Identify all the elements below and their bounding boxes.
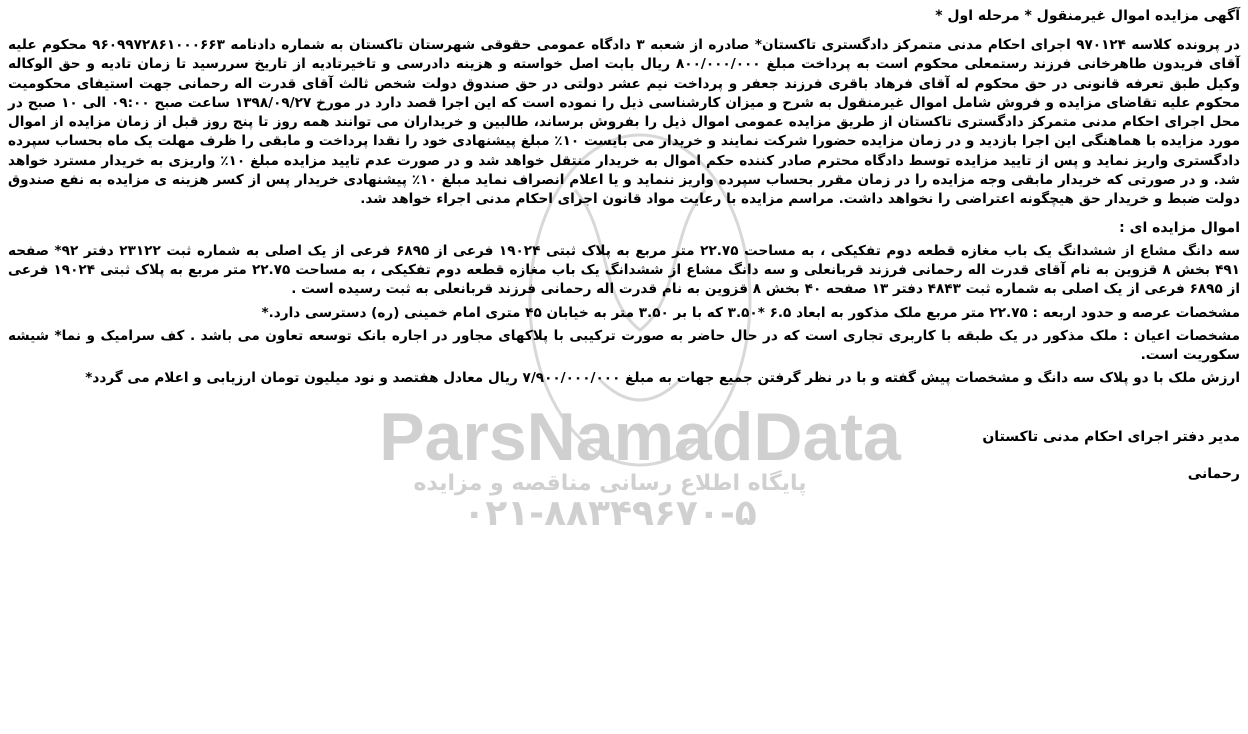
property-heading: اموال مزایده ای : — [1119, 219, 1240, 236]
land-specifications: مشخصات عرصه و حدود اربعه : ۲۲.۷۵ متر مربع ملک مذکور به ابعاد ۶.۵ *۳.۵۰ که با بر ۳.۵۰ متر به خیابان ۴۵ متری امام خمینی (ره) دسترسی دارد.* — [261, 304, 1240, 321]
property-valuation: ارزش ملک با دو پلاک سه دانگ و مشخصات پیش گفته و با در نظر گرفتن جمیع جهات به مبلغ ۷/۹۰۰/۰۰۰/۰۰۰ ریال معادل هفتصد و نود میلیون تومان ارزیابی و اعلام می گردد* — [85, 370, 1240, 387]
building-specifications: مشخصات اعیان : ملک مذکور در یک طبقه با کاربری تجاری است که در حال حاضر به صورت ترکیبی با پلاکهای مجاور در اجاره بانک توسعه تعاون می باشد . کف سرامیک و نما* شیشه سکوریت است. — [8, 327, 1240, 364]
notice-content — [8, 6, 1240, 484]
signature-title: مدیر دفتر اجرای احکام مدنی تاکستان — [982, 428, 1240, 445]
watermark-phone: ۰۲۱-۸۸۳۴۹۶۷۰-۵ — [463, 493, 757, 534]
watermark-tagline: پایگاه اطلاع رسانی مناقصه و مزایده — [413, 471, 807, 496]
signature-name: رحمانی — [1187, 465, 1240, 482]
notice-main-paragraph: در پرونده کلاسه ۹۷۰۱۲۴ اجرای احکام مدنی متمرکز دادگستری تاکستان* صادره از شعبه ۳ دادگاه عمومی حقوقی شهرستان تاکستان به شماره دادنامه ۹۶۰۹۹۷۲۸۶۱۰۰۰۶۶۳ محکوم علیه آقای فریدون طاهرخانی فرزند رستمعلی محکوم است به پرداخت مبلغ ۸۰۰/۰۰۰/۰۰۰ ریال بابت اصل خواسته و هزینه دادرسی و تاخیرتادیه از تاریخ سررسید تا زمان تادیه و حق الوکاله وکیل طبق تعرفه قانونی در حق محکوم له آقای فرهاد باقری فرزند جعفر و پرداخت نیم عشر دولتی در حق صندوق دولت شخص ثالث آقای قدرت اله رحمانی جهت استیفای محکومیت محکوم علیه تقاضای مزایده و فروش شامل اموال غیرمنقول به شرح و میزان کارشناسی ذیل را نموده است که این اجرا قصد دارد در مورخ ۱۳۹۸/۰۹/۲۷ ساعت صبح ۰۹:۰۰ الی ۱۰ صبح در محل اجرای احکام مدنی متمرکز دادگستری تاکستان از طریق مزایده عمومی اموال ذیل را بفروش برساند، طالبین و خریداران می توانند همه روز تا پنج روز قبل از زمان مزایده از اموال مورد مزایده با هماهنگی این اجرا بازدید و در زمان مزایده حضورا شرکت نمایند و خریدار می بایست ۱۰٪ مبلغ پیشنهادی خود را نقدا پرداخت و مابقی را ظرف مهلت یک ماه بحساب سپرده دادگستری واریز نماید و پس از تایید مزایده توسط دادگاه محترم صادر کننده حکم اموال به خریدار منتقل خواهد شد و در صورت عدم تایید مزایده مبلغ ۱۰٪ واریزی به خریدار مسترد خواهد شد. و در صورتی که خریدار مابقی وجه مزایده را در زمان مقرر بحساب سپرده واریز ننماید و یا اعلام انصراف نماید مبلغ ۱۰٪ پیشنهادی خریدار پس از کسر هزینه ی مزایده به نفع صندوق دولت ضبط و خریدار حق هیچگونه اعتراضی را نخواهد داشت. مراسم مزایده با رعایت مواد قانون اجرای احکام مدنی اجراء خواهد شد. — [8, 37, 1241, 208]
watermark-brand: ParsNamadData — [379, 399, 901, 475]
property-description: سه دانگ مشاع از ششدانگ یک باب مغازه قطعه دوم تفکیکی ، به مساحت ۲۲.۷۵ متر مربع به پلاک ثبتی ۱۹۰۲۴ فرعی از ۶۸۹۵ فرعی از یک اصلی به شماره ثبت ۲۳۱۲۲ دفتر ۹۲* صفحه ۴۹۱ بخش ۸ قزوین به نام آقای قدرت اله رحمانی فرزند قربانعلی و سه دانگ مشاع از ششدانگ یک باب مغازه قطعه دوم تفکیکی ، به مساحت ۲۲.۷۵ متر مربع به پلاک ثبتی ۱۹۰۲۴ فرعی از ۶۸۹۵ فرعی از یک اصلی به شماره ثبت ۴۸۴۳ دفتر ۱۳ صفحه ۴۰ بخش ۸ قزوین به نام قدرت اله رحمانی فرزند قربانعلی به ثبت رسیده است . — [8, 242, 1240, 298]
notice-title: آگهی مزایده اموال غیرمنقول * مرحله اول * — [935, 8, 1240, 24]
